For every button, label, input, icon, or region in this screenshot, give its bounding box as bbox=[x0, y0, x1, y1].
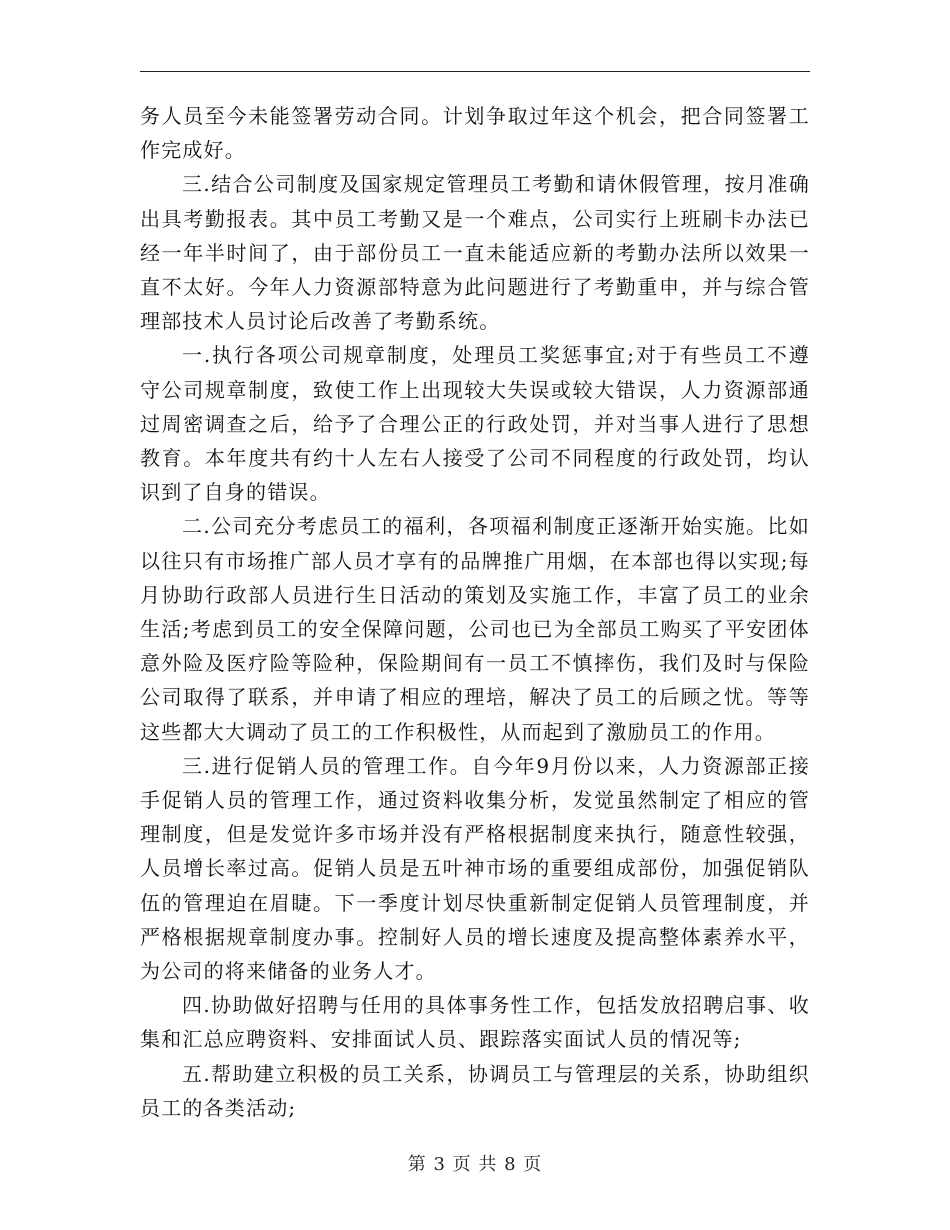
paragraph-continued: 务人员至今未能签署劳动合同。计划争取过年这个机会，把合同签署工作完成好。 bbox=[140, 104, 810, 163]
header-rule bbox=[140, 71, 810, 72]
document-body bbox=[140, 99, 810, 1125]
paragraph-welfare: 二.公司充分考虑员工的福利，各项福利制度正逐渐开始实施。比如以往只有市场推广部人员才享有的品牌推广用烟，在本部也得以实现;每月协助行政部人员进行生日活动的策划及实施工作，丰富了员工的业余生活;考虑到员工的安全保障问题，公司也已为全部员工购买了平安团体意外险及医疗险等险种，保险期间有一员工不慎摔伤，我们及时与保险公司取得了联系，并申请了相应的理培，解决了员工的后顾之忧。等等这些都大大调动了员工的工作积极性，从而起到了激励员工的作用。 bbox=[140, 514, 810, 744]
page-number: 第 3 页 共 8 页 bbox=[407, 1154, 543, 1175]
paragraph-attendance: 三.结合公司制度及国家规定管理员工考勤和请休假管理，按月准确出具考勤报表。其中员工考勤又是一个难点，公司实行上班刷卡办法已经一年半时间了，由于部份员工一直未能适应新的考勤办法所以效果一直不太好。今年人力资源部特意为此问题进行了考勤重申，并与综合管理部技术人员讨论后改善了考勤系统。 bbox=[140, 172, 810, 334]
paragraph-promotion-staff: 三.进行促销人员的管理工作。自今年9月份以来，人力资源部正接手促销人员的管理工作，通过资料收集分析，发觉虽然制定了相应的管理制度，但是发觉许多市场并没有严格根据制度来执行，随意性较强，人员增长率过高。促销人员是五叶神市场的重要组成部份，加强促销队伍的管理迫在眉睫。下一季度计划尽快重新制定促销人员管理制度，并严格根据规章制度办事。控制好人员的增长速度及提高整体素养水平，为公司的将来储备的业务人才。 bbox=[140, 753, 810, 984]
paragraph-employee-relations: 五.帮助建立积极的员工关系，协调员工与管理层的关系，协助组织员工的各类活动; bbox=[140, 1061, 810, 1120]
paragraph-recruitment: 四.协助做好招聘与任用的具体事务性工作，包括发放招聘启事、收集和汇总应聘资料、安排面试人员、跟踪落实面试人员的情况等; bbox=[140, 993, 810, 1052]
paragraph-rules: 一.执行各项公司规章制度，处理员工奖惩事宜;对于有些员工不遵守公司规章制度，致使工作上出现较大失误或较大错误，人力资源部通过周密调查之后，给予了合理公正的行政处罚，并对当事人进行了思想教育。本年度共有约十人左右人接受了公司不同程度的行政处罚，均认识到了自身的错误。 bbox=[140, 343, 810, 505]
